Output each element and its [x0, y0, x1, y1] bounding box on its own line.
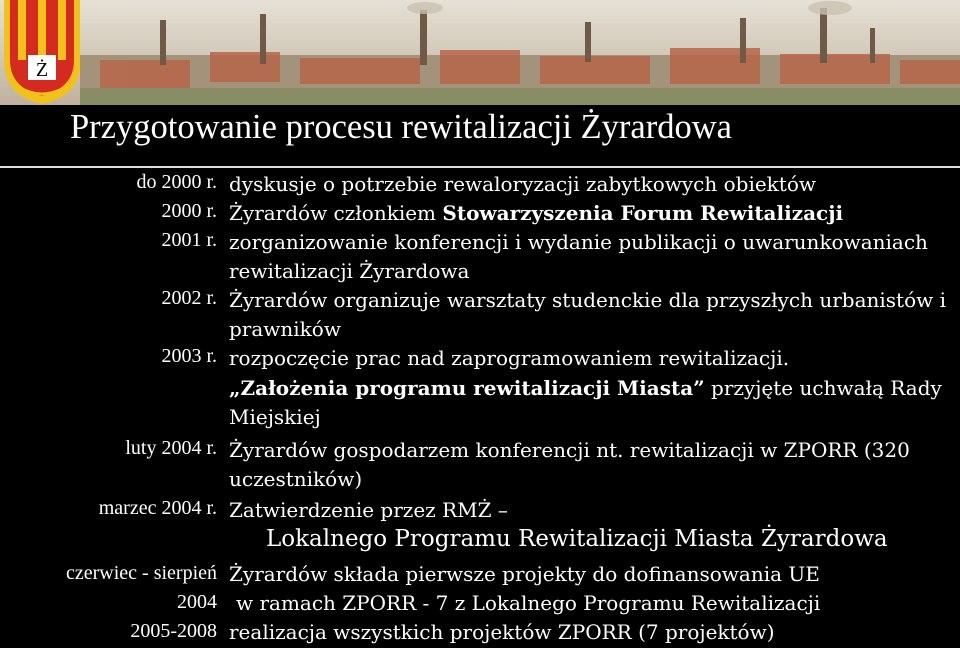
timeline-desc: realizacja wszystkich projektów ZPORR (7 projektów) [229, 620, 775, 644]
timeline-date: do 2000 r. [136, 171, 217, 193]
timeline-desc: rozpoczęcie prac nad zaprogramowaniem rewitalizacji. [229, 346, 790, 370]
timeline-date: marzec 2004 r. [98, 497, 217, 519]
timeline-desc: Zatwierdzenie przez RMŻ – [229, 498, 508, 522]
timeline-desc: Miejskiej [229, 405, 321, 429]
timeline-date: 2000 r. [161, 200, 217, 222]
timeline-desc: „Założenia programu rewitalizacji Miasta” przyjęte uchwałą Rady [229, 376, 942, 400]
timeline-desc: w ramach ZPORR - 7 z Lokalnego Programu Rewitalizacji [236, 591, 821, 615]
timeline-desc: dyskusje o potrzebie rewaloryzacji zabytkowych obiektów [229, 172, 816, 196]
timeline-date: 2003 r. [161, 345, 217, 367]
timeline-date: 2004 [177, 591, 217, 613]
timeline-date: 2005-2008 [130, 620, 217, 642]
timeline-date: 2001 r. [161, 229, 217, 251]
factory-panorama-illustration [0, 0, 960, 105]
crest-letter: Ż [35, 59, 49, 81]
timeline-desc: Żyrardów gospodarzem konferencji nt. rewitalizacji w ZPORR (320 [229, 438, 910, 462]
timeline-date: czerwiec - sierpień [65, 562, 217, 584]
timeline-desc: Żyrardów organizuje warsztaty studenckie dla przyszłych urbanistów i [229, 288, 947, 312]
timeline-desc: rewitalizacji Żyrardowa [229, 259, 470, 283]
timeline-desc: uczestników) [229, 467, 363, 491]
timeline-date: 2002 r. [161, 287, 217, 309]
header-banner-image [0, 0, 960, 105]
program-highlight: Lokalnego Programu Rewitalizacji Miasta Żyrardowa [266, 526, 888, 552]
page-title: Przygotowanie procesu rewitalizacji Żyrardowa [70, 108, 732, 146]
timeline-desc: Żyrardów składa pierwsze projekty do dofinansowania UE [229, 562, 820, 586]
timeline-date: luty 2004 r. [125, 437, 217, 459]
timeline-desc: zorganizowanie konferencji i wydanie publikacji o uwarunkowaniach [229, 230, 928, 254]
timeline-desc: prawników [229, 317, 341, 341]
city-crest-logo [0, 0, 84, 105]
divider [0, 166, 960, 168]
timeline-desc: Żyrardów członkiem Stowarzyszenia Forum Rewitalizacji [229, 201, 844, 225]
